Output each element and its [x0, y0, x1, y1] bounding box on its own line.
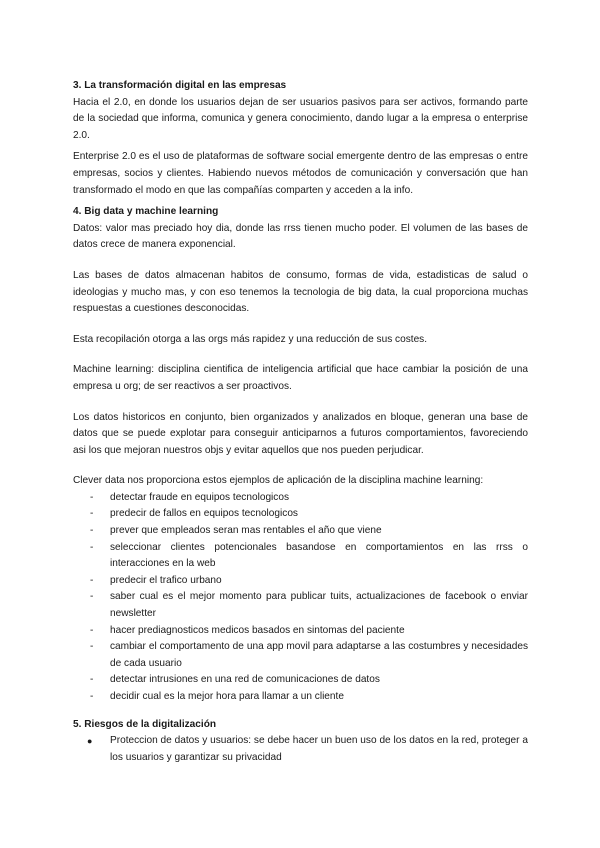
list-item — [73, 733, 528, 766]
dash-marker: - — [90, 574, 94, 586]
section-4-paragraph-3: Esta recopilación otorga a las orgs más rapidez y una reducción de sus costes. — [73, 333, 428, 345]
list-item-text: decidir cual es la mejor hora para llamar a un cliente — [110, 691, 344, 702]
list-item — [73, 490, 528, 507]
dash-marker: - — [90, 691, 94, 702]
section-4-heading: 4. Big data y machine learning — [73, 206, 219, 218]
list-item-text: saber cual es el mejor momento para publicar tuits, actualizaciones de facebook o enviar newsletter — [110, 591, 528, 620]
dash-marker: - — [90, 624, 94, 636]
section-5-heading: 5. Riesgos de la digitalización — [73, 718, 217, 730]
list-item — [73, 573, 528, 590]
list-item — [73, 523, 528, 540]
list-item-text: cambiar el comportamento de una app movil para adaptarse a las costumbres y necesidades de cada usuario — [110, 641, 528, 669]
dash-marker: - — [90, 591, 94, 603]
dash-marker: - — [90, 674, 94, 686]
section-4-paragraph-1: Datos: valor mas preciado hoy dia, donde las rrss tienen mucho poder. El volumen de las bases de datos crece de manera exponencial. — [73, 222, 528, 251]
bullet-marker: ● — [87, 736, 93, 747]
list-item-text: hacer prediagnosticos medicos basados en sintomas del paciente — [110, 624, 405, 636]
section-4-paragraph-6: Clever data nos proporciona estos ejemplos de aplicación de la disciplina machine learning: — [73, 475, 484, 487]
document-page — [73, 78, 528, 766]
section-4-paragraph-2: Las bases de datos almacenan habitos de consumo, formas de vida, estadisticas de salud o ideologias y mucho mas, y con eso tenemos la tecnologia de big data, la cual proporciona muchas respuestas a cuestiones desconocidas. — [73, 269, 528, 315]
dash-marker: - — [90, 525, 94, 537]
list-item — [73, 672, 528, 689]
risks-list — [73, 733, 528, 766]
list-item-text: detectar intrusiones en una red de comunicaciones de datos — [110, 674, 380, 686]
dash-marker: - — [90, 491, 94, 503]
list-item — [73, 589, 528, 622]
list-item-text: predecir el trafico urbano — [110, 574, 222, 586]
machine-learning-examples-list — [73, 490, 528, 706]
list-item-text: predecir de fallos en equipos tecnologicos — [110, 508, 298, 520]
list-item — [73, 623, 528, 640]
dash-marker: - — [90, 508, 94, 520]
section-3-paragraph-1: Hacia el 2.0, en donde los usuarios dejan de ser usuarios pasivos para ser activos, formando parte de la sociedad que informa, comunica y genera conocimiento, dando lugar a la empresa o enterprise 2.0. — [73, 96, 528, 141]
list-item — [73, 506, 528, 523]
dash-marker: - — [90, 641, 94, 653]
section-3-heading: 3. La transformación digital en las empresas — [73, 80, 287, 91]
list-item — [73, 689, 528, 706]
list-item — [73, 639, 528, 672]
section-3-paragraph-2: Enterprise 2.0 es el uso de plataformas de software social emergente dentro de las empresas o entre empresas, socios y clientes. Habiendo nuevos métodos de comunicación y conversación que han transformado el modo en que las compañías comparten y acceden a la info. — [73, 151, 528, 196]
section-4-paragraph-5: Los datos historicos en conjunto, bien organizados y analizados en bloque, generan una base de datos que se puede explotar para conseguir anticiparnos a futuros comportamientos, favoreciendo asi los que mejoran nuestros objs y evitar aquellos que nos pueden perjudicar. — [73, 411, 528, 456]
section-4-paragraph-4: Machine learning: disciplina cientifica de inteligencia artificial que hace cambiar la posición de una empresa u org; de ser reactivos a ser proactivos. — [73, 364, 528, 392]
list-item-text: seleccionar clientes potencionales basandose en comportamientos en las rrss o interacciones en la web — [110, 541, 528, 570]
list-item-text: prever que empleados seran mas rentables el año que viene — [110, 525, 382, 537]
list-item-text: Proteccion de datos y usuarios: se debe hacer un buen uso de los datos en la red, proteger a los usuarios y garantizar su privacidad — [110, 735, 528, 763]
dash-marker: - — [90, 541, 94, 553]
list-item-text: detectar fraude en equipos tecnologicos — [110, 491, 290, 503]
list-item — [73, 540, 528, 573]
